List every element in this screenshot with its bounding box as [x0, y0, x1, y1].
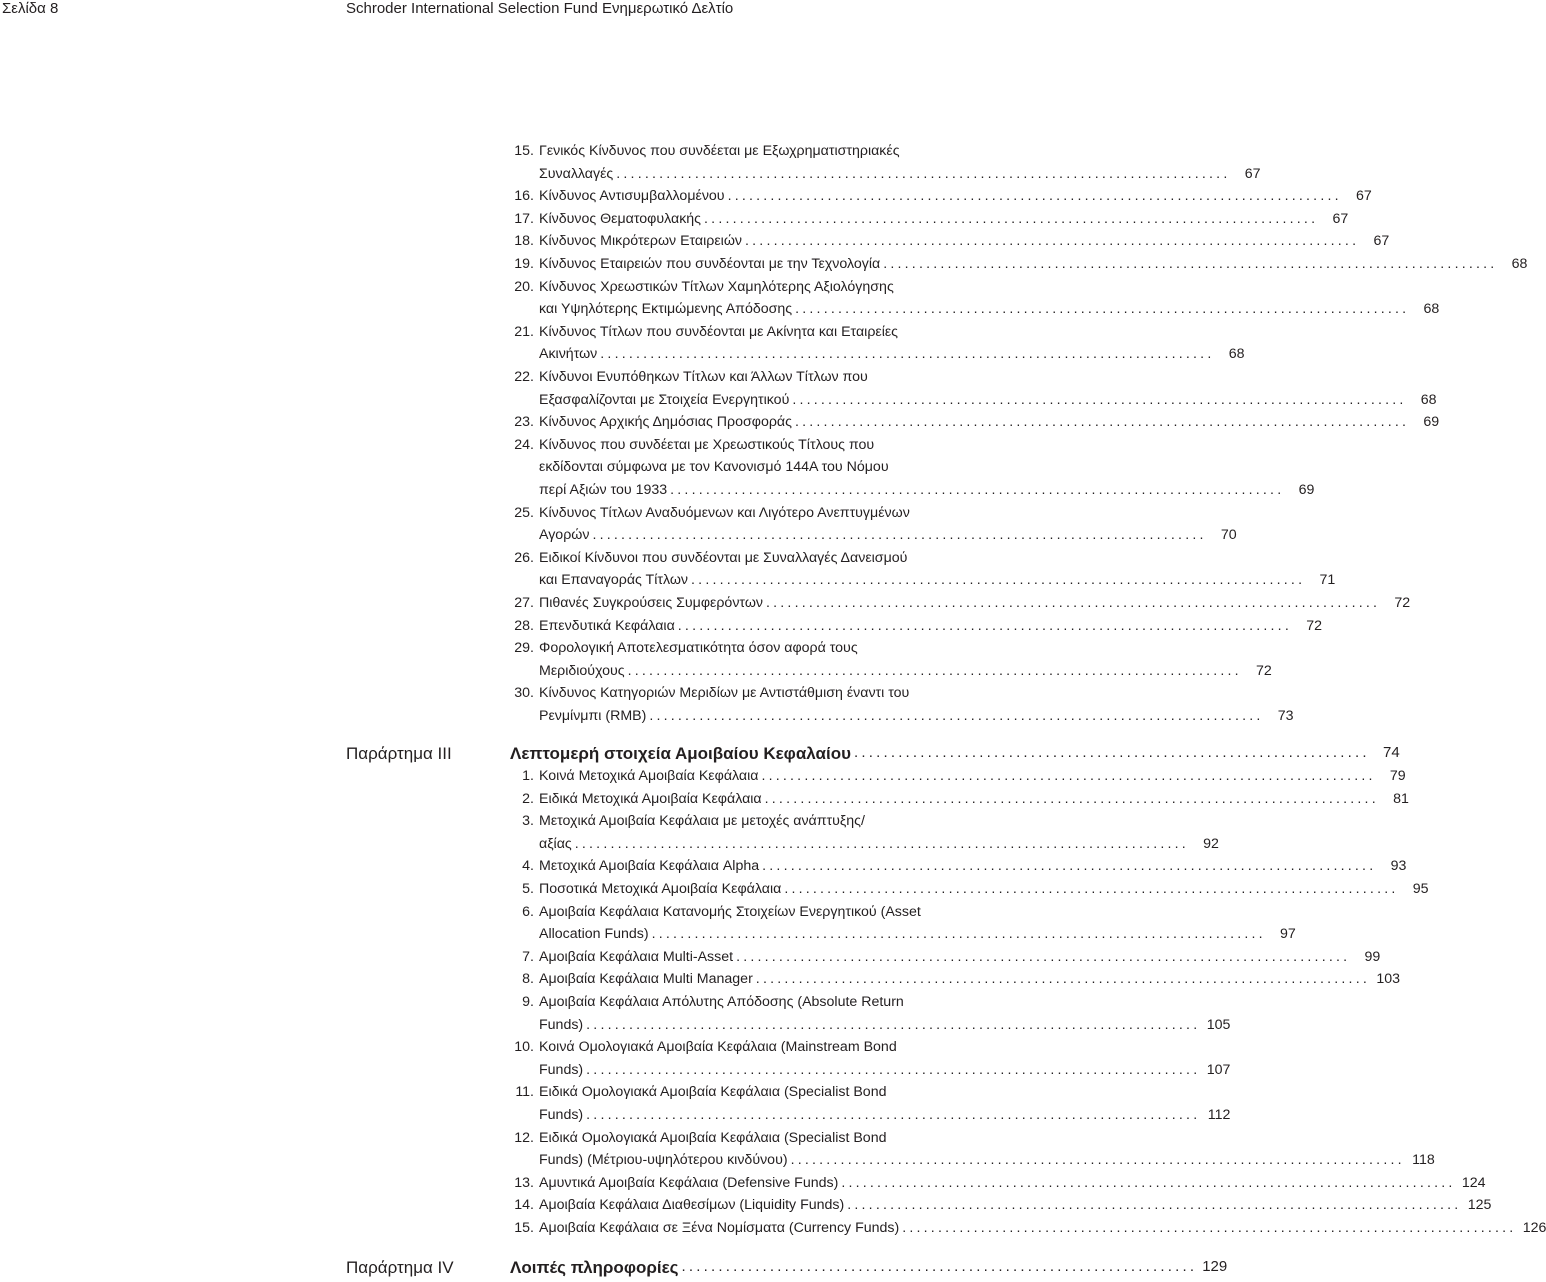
toc-entry-text: και Επαναγοράς Τίτλων: [539, 572, 689, 589]
toc-entry-text: Κοινά Μετοχικά Αμοιβαία Κεφάλαια: [539, 768, 759, 784]
toc-entry-page: 125: [1467, 1197, 1492, 1214]
toc-entry-text: Funds): [539, 1016, 584, 1033]
dot-leader: ......................................................................................: [794, 414, 1410, 431]
toc-entry-text: Κίνδυνος Τίτλων Αναδυόμενων και Λιγότερο Ανεπτυγμένων: [539, 504, 910, 521]
toc-entry-page: 72: [1394, 595, 1411, 611]
toc-entry-text: Funds): [539, 1106, 584, 1123]
dot-leader: ......................................................................................: [762, 858, 1377, 875]
toc-entry-page: 72: [1256, 662, 1272, 679]
toc-entry-page: 81: [1393, 790, 1409, 807]
toc-entry-text: Αμοιβαία Κεφάλαια Multi-Asset: [539, 948, 734, 965]
dot-leader: ......................................................................................: [847, 1197, 1462, 1214]
appendix-4-page: 129: [1202, 1258, 1228, 1275]
page-number: Σελίδα 8: [2, 0, 59, 17]
toc-entry-text: Συναλλαγές: [539, 165, 614, 182]
dot-leader: ......................................................................................: [592, 527, 1207, 544]
toc-entry-page: 67: [1373, 233, 1390, 250]
toc-entry-page: 73: [1277, 707, 1294, 724]
toc-entry-page: 68: [1423, 301, 1440, 318]
toc-entry-number: 27.: [514, 595, 534, 611]
dot-leader: ......................................................................................: [616, 165, 1231, 182]
toc-entry-number: 5.: [522, 881, 534, 897]
toc-entry-number: 30.: [514, 685, 534, 702]
toc-entry-text: Κίνδυνος Κατηγοριών Μεριδίων με Αντιστάθμιση έναντι του: [539, 685, 910, 702]
toc-entry-text: αξίας: [539, 835, 572, 852]
dot-leader: ......................................................................................: [586, 1016, 1201, 1033]
toc-entry-text: Funds): [539, 1061, 584, 1078]
toc-entry-page: 68: [1420, 391, 1437, 408]
toc-entry-page: 112: [1207, 1106, 1231, 1123]
toc-entry-text: Αμοιβαία Κεφάλαια Multi Manager: [539, 971, 753, 988]
appendix-4-heading[interactable]: [510, 1258, 1228, 1282]
toc-entry-number: 8.: [522, 971, 534, 988]
dot-leader: ......................................................................................: [795, 301, 1410, 318]
toc-entry-text: Κοινά Ομολογιακά Αμοιβαία Κεφάλαια (Mainstream Bond: [539, 1039, 897, 1056]
toc-entry-page: 68: [1228, 346, 1245, 363]
toc-entry-text: Ρενμίνμπι (RMB): [539, 707, 647, 724]
toc-entry-page: 124: [1461, 1174, 1486, 1191]
toc-entry-number: 25.: [514, 504, 534, 521]
toc-entry-text: Ειδικά Ομολογιακά Αμοιβαία Κεφάλαια (Specialist Bond: [539, 1084, 887, 1101]
toc-entry-number: 23.: [514, 414, 534, 431]
toc-entry-text: Επενδυτικά Κεφάλαια: [539, 617, 675, 634]
dot-leader: ......................................................................................: [600, 346, 1215, 363]
toc-entry-text: Αμοιβαία Κεφάλαια σε Ξένα Νομίσματα (Currency Funds): [539, 1220, 900, 1236]
toc-entry-number: 17.: [514, 210, 534, 227]
toc-entry-number: 2.: [522, 790, 534, 807]
toc-entry-number: 11.: [515, 1084, 534, 1101]
dot-leader: ......................................................................................: [574, 835, 1189, 852]
toc-entry-text: Αμοιβαία Κεφάλαια Διαθεσίμων (Liquidity Funds): [539, 1197, 845, 1214]
toc-entry-number: 7.: [522, 948, 534, 965]
toc-entry-text: Γενικός Κίνδυνος που συνδέεται με Εξωχρηματιστηριακές: [539, 143, 900, 159]
toc-entry-number: 4.: [522, 858, 534, 875]
toc-entry-number: 18.: [514, 233, 534, 250]
toc-entry-page: 67: [1355, 188, 1372, 205]
toc-entry-page: 71: [1319, 572, 1336, 589]
dot-leader: ......................................................................................: [784, 881, 1399, 897]
toc-entry-number: 20.: [514, 278, 534, 295]
toc-entry-text: περί Αξιών του 1933: [539, 481, 668, 498]
appendix-4-label: Παράρτημα IV: [346, 1258, 454, 1277]
dot-leader: ......................................................................................: [841, 1174, 1456, 1191]
toc-entry-number: 19.: [514, 256, 534, 272]
toc-entry-number: 21.: [514, 323, 534, 340]
toc-entry-page: 92: [1203, 835, 1219, 852]
toc-entry-text: Ειδικοί Κίνδυνοι που συνδέονται με Συναλλαγές Δανεισμού: [539, 549, 908, 566]
dot-leader: ......................................................................: [853, 744, 1370, 761]
toc-entry-number: 16.: [514, 188, 534, 205]
toc-entry-page: 105: [1206, 1016, 1231, 1033]
toc-entry-number: 15.: [514, 1220, 534, 1236]
toc-entry-text: Ποσοτικά Μετοχικά Αμοιβαία Κεφάλαια: [539, 881, 782, 897]
toc-entry-number: 12.: [514, 1129, 534, 1146]
toc-entry-number: 10.: [514, 1039, 534, 1056]
toc-entry-text: Αμοιβαία Κεφάλαια Κατανομής Στοιχείων Ενεργητικού (Asset: [539, 903, 921, 920]
toc-entry-text: Εξασφαλίζονται με Στοιχεία Ενεργητικού: [539, 391, 790, 408]
toc-entry-number: 9.: [522, 994, 534, 1010]
dot-leader: ......................................................................................: [755, 971, 1370, 988]
dot-leader: ......................................................................................: [883, 256, 1498, 272]
dot-leader: ......................................................................................: [691, 572, 1306, 589]
toc-entry-number: 6.: [522, 903, 534, 920]
toc-entry-text: Funds) (Μέτριου-υψηλότερου κινδύνου): [539, 1152, 788, 1169]
toc-entry-number: 24.: [514, 436, 534, 453]
dot-leader: ......................................................................................: [586, 1106, 1201, 1123]
toc-entry-page: 67: [1244, 165, 1261, 182]
toc-entry-text: Κίνδυνος Εταιρειών που συνδέονται με την Τεχνολογία: [539, 256, 881, 272]
toc-entry-text: Ειδικά Ομολογιακά Αμοιβαία Κεφάλαια (Specialist Bond: [539, 1129, 887, 1146]
dot-leader: ......................................................................................: [736, 948, 1351, 965]
dot-leader: ......................................................................................: [764, 790, 1379, 807]
toc-entry-text: Αμοιβαία Κεφάλαια Απόλυτης Απόδοσης (Absolute Return: [539, 994, 904, 1010]
toc-entry-number: 1.: [522, 768, 534, 784]
toc-entry-page: 68: [1511, 256, 1528, 272]
toc-entry-page: 95: [1412, 881, 1429, 897]
dot-leader: ......................................................................................: [586, 1061, 1201, 1078]
toc-entry-text: Ακινήτων: [539, 346, 598, 363]
toc-entry-number: 15.: [514, 143, 534, 159]
toc-entry-page: 99: [1364, 948, 1381, 965]
toc-entry-page: 70: [1220, 527, 1237, 544]
toc-entry-page: 97: [1280, 926, 1296, 943]
toc-entry-text: Κίνδυνος Τίτλων που συνδέονται με Ακίνητα και Εταιρείες: [539, 323, 899, 340]
toc-entry-text: Κίνδυνος Θεματοφυλακής: [539, 210, 702, 227]
dot-leader: ......................................................................................: [790, 1152, 1405, 1169]
dot-leader: ......................................................................................: [745, 233, 1360, 250]
dot-leader: ......................................................................................: [902, 1220, 1517, 1236]
dot-leader: ......................................................................................: [792, 391, 1407, 408]
dot-leader: ......................................................................................: [677, 617, 1292, 634]
toc-entry-text: Φορολογική Αποτελεσματικότητα όσον αφορά τους: [539, 640, 858, 657]
dot-leader: ......................................................................................: [670, 481, 1285, 498]
toc-entry-text: Κίνδυνος που συνδέεται με Χρεωστικούς Τίτλους που: [539, 436, 875, 453]
appendix-3-title: Λεπτομερή στοιχεία Αμοιβαίου Κεφαλαίου: [510, 744, 851, 763]
toc-entry-page: 69: [1298, 481, 1315, 498]
dot-leader: ......................................................................................: [704, 210, 1319, 227]
appendix-3-heading[interactable]: [510, 744, 1400, 768]
toc-entry-text: Αγορών: [539, 527, 590, 544]
toc-entry-text: Πιθανές Συγκρούσεις Συμφερόντων: [539, 595, 763, 611]
toc-entry-page: 79: [1389, 768, 1406, 784]
appendix-3-page: 74: [1383, 744, 1400, 761]
toc-entry-page: 69: [1423, 414, 1440, 431]
dot-leader: ......................................................................................: [727, 188, 1342, 205]
appendix-3-label: Παράρτημα III: [346, 744, 452, 763]
toc-entry-text: Μετοχικά Αμοιβαία Κεφάλαια με μετοχές ανάπτυξης/: [539, 813, 865, 830]
toc-entry-text: Ειδικά Μετοχικά Αμοιβαία Κεφάλαια: [539, 790, 762, 807]
toc-entry-number: 28.: [514, 617, 534, 634]
toc-entry-number: 29.: [514, 640, 534, 657]
toc-entry-page: 67: [1332, 210, 1349, 227]
dot-leader: ......................................................................................: [766, 595, 1381, 611]
toc-entry-text: εκδίδονται σύμφωνα με τον Κανονισμό 144A του Νόμου: [539, 459, 889, 476]
toc-entry-text: και Υψηλότερης Εκτιμώμενης Απόδοσης: [539, 301, 793, 318]
appendix-4-title: Λοιπές πληροφορίες: [510, 1258, 679, 1277]
toc-entry-page: 103: [1376, 971, 1400, 988]
toc-entry-page: 107: [1206, 1061, 1231, 1078]
toc-entry-number: 3.: [522, 813, 534, 830]
dot-leader: ......................................................................................: [627, 662, 1242, 679]
toc-entry-text: Μεριδιούχους: [539, 662, 625, 679]
toc-entry-number: 13.: [514, 1174, 534, 1191]
toc-entry-page: 93: [1390, 858, 1407, 875]
toc-entry-text: Μετοχικά Αμοιβαία Κεφάλαια Alpha: [539, 858, 760, 875]
toc-entry-text: Κίνδυνος Αντισυμβαλλομένου: [539, 188, 725, 205]
toc-entry-text: Κίνδυνοι Ενυπόθηκων Τίτλων και Άλλων Τίτλων που: [539, 369, 868, 385]
dot-leader: ......................................................................................: [649, 707, 1264, 724]
dot-leader: ......................................................................................: [761, 768, 1376, 784]
toc-entry-number: 22.: [514, 369, 534, 385]
toc-entry-text: Κίνδυνος Μικρότερων Εταιρειών: [539, 233, 743, 250]
toc-entry-page: 126: [1522, 1220, 1546, 1236]
toc-entry-text: Κίνδυνος Αρχικής Δημόσιας Προσφοράς: [539, 414, 792, 431]
dot-leader: ......................................................................: [681, 1258, 1198, 1275]
dot-leader: ......................................................................................: [651, 926, 1266, 943]
toc-entry-text: Allocation Funds): [539, 926, 649, 943]
toc-entry-page: 118: [1412, 1152, 1435, 1169]
toc-entry-number: 26.: [514, 549, 534, 566]
toc-entry-text: Αμυντικά Αμοιβαία Κεφάλαια (Defensive Funds): [539, 1174, 839, 1191]
document-title: Schroder International Selection Fund Ενημερωτικό Δελτίο: [346, 0, 734, 17]
toc-entry-number: 14.: [514, 1197, 534, 1214]
toc-entry-page: 72: [1306, 617, 1322, 634]
toc-entry-text: Κίνδυνος Χρεωστικών Τίτλων Χαμηλότερης Αξιολόγησης: [539, 278, 894, 295]
